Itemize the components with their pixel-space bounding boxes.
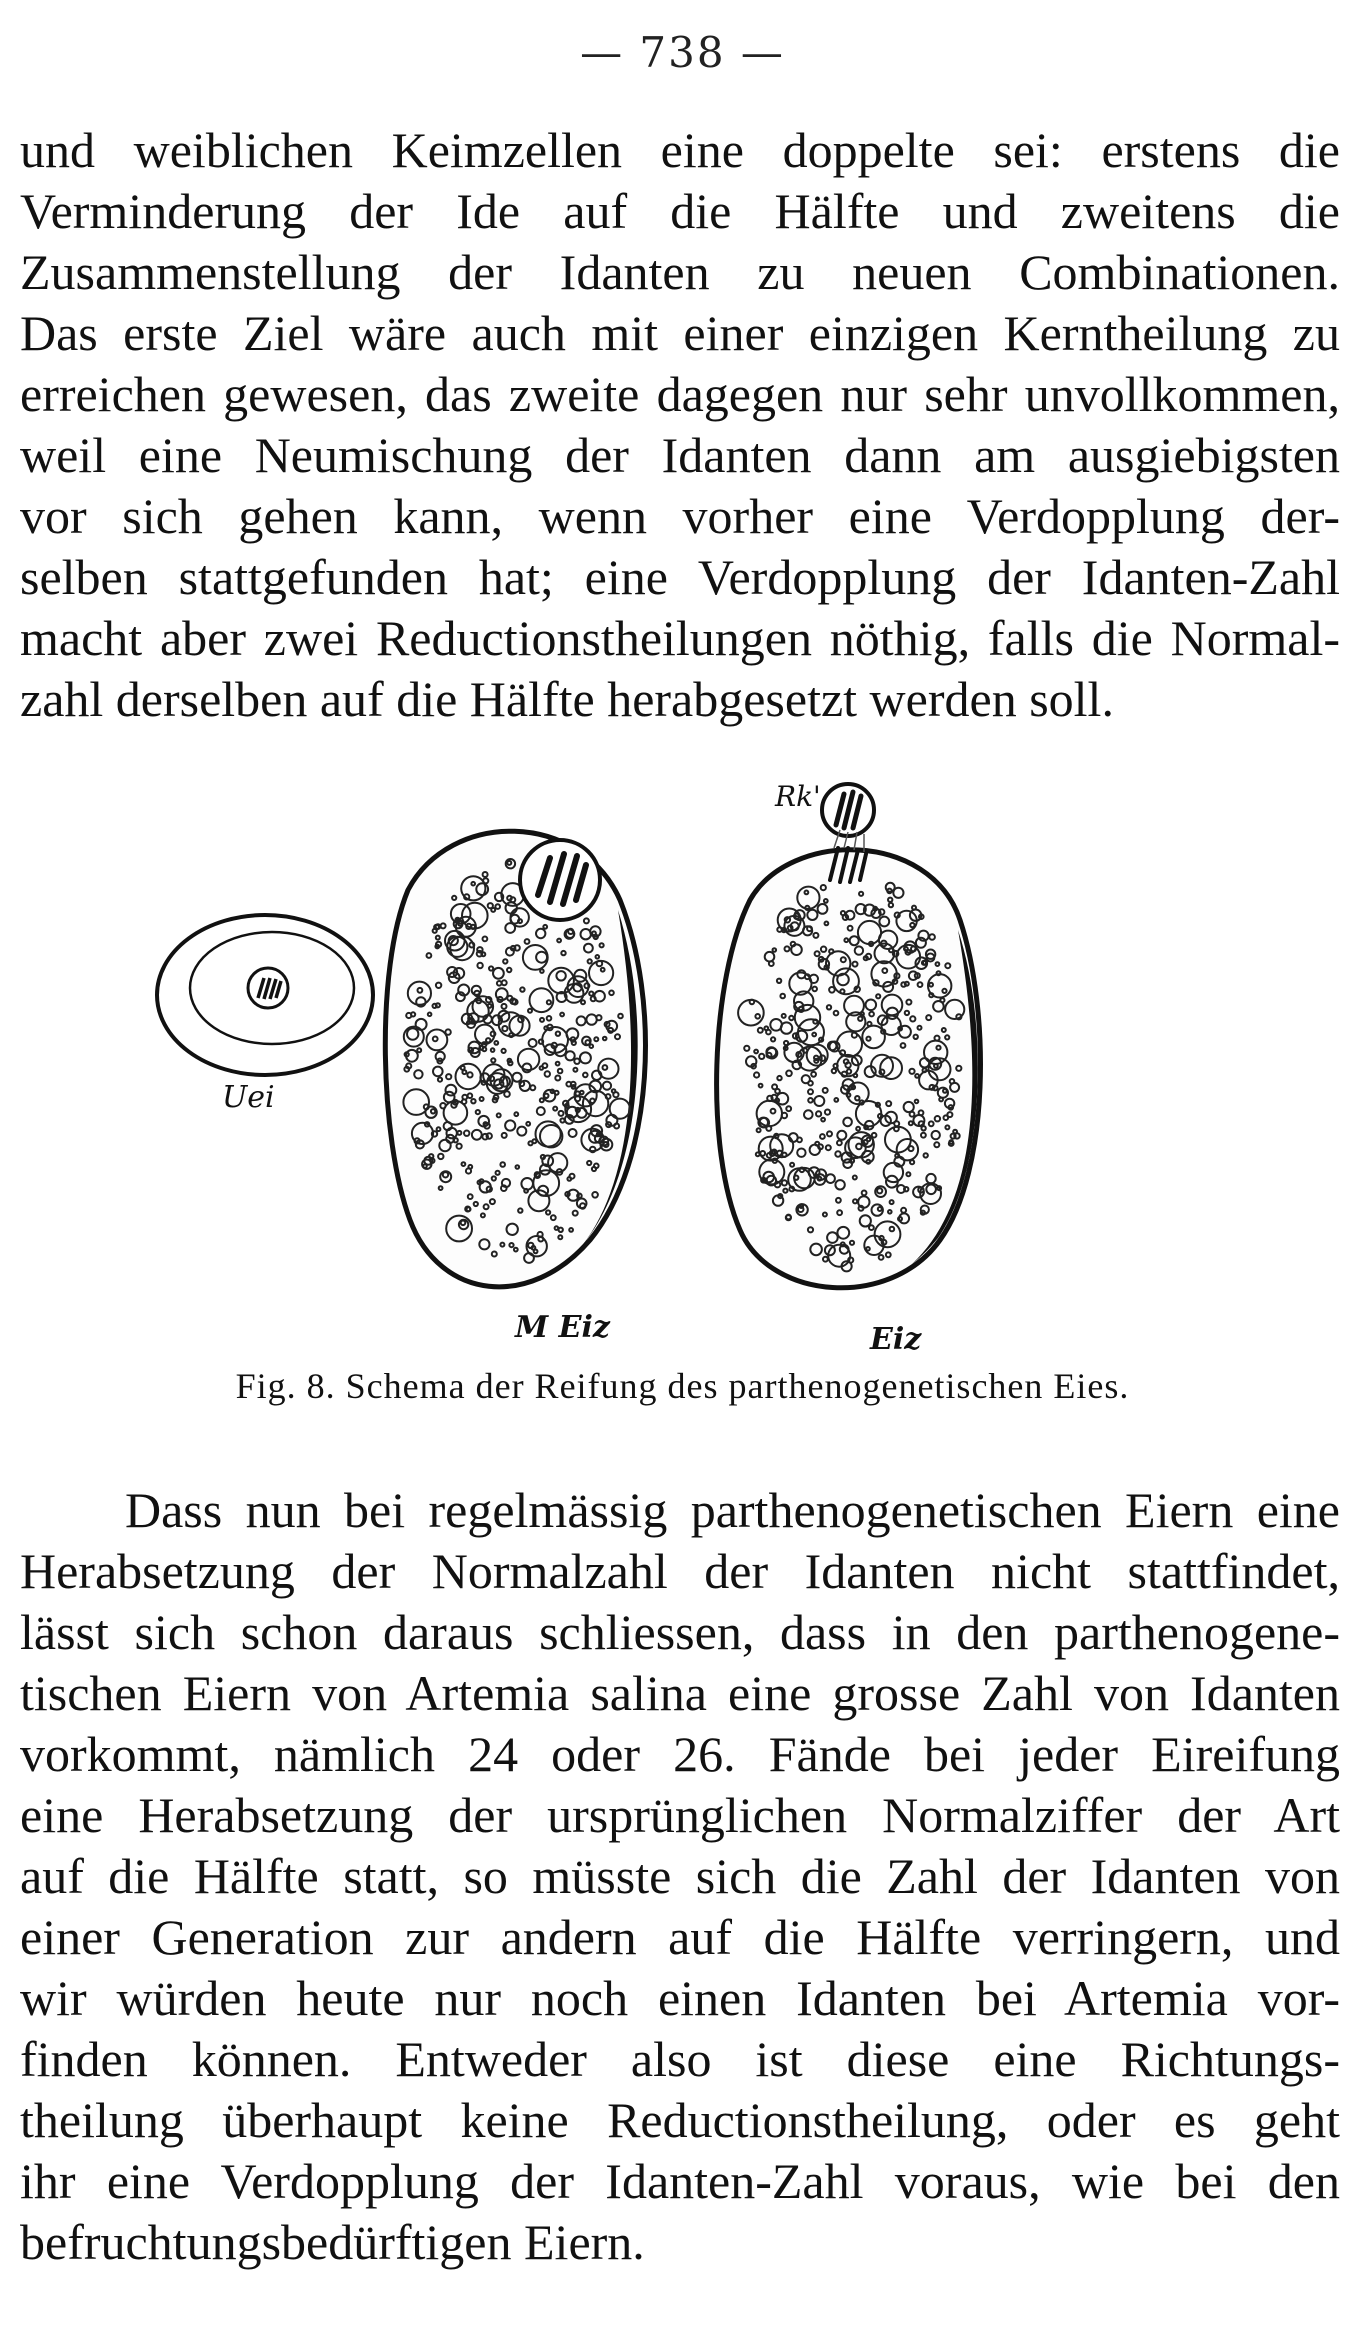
label-meiz: M Eiz [515,1310,610,1345]
text-line: ihr eine Verdopplung der Idanten-Zahl voraus, wie bei den [20,2153,1340,2209]
text-line: vorkommt, nämlich 24 oder 26. Fände bei jeder Eireifung [20,1726,1340,1782]
text-line: eine Herabsetzung der ursprünglichen Normalziffer der Art [20,1787,1340,1843]
text-line: wir würden heute nur noch einen Idanten bei Artemia vor- [20,1970,1340,2026]
text-line: zahl derselben auf die Hälfte herabgesetzt werden soll. [20,671,1114,727]
text-line: Zusammenstellung der Idanten zu neuen Combinationen. [20,244,1340,300]
figure-8 [150,770,1200,1357]
meiz-egg [385,831,645,1287]
text-line: Dass nun bei regelmässig parthenogenetischen Eiern eine [125,1482,1340,1538]
text-line: lässt sich schon daraus schliessen, dass in den parthenogene- [20,1604,1340,1660]
text-line: befruchtungsbedürftigen Eiern. [20,2214,645,2270]
text-line: Verminderung der Ide auf die Hälfte und zweitens die [20,183,1340,239]
text-line: finden können. Entweder also ist diese eine Richtungs- [20,2031,1340,2087]
paragraph-1 [20,120,1340,730]
text-line: Herabsetzung der Normalzahl der Idanten nicht stattfindet, [20,1543,1340,1599]
text-line: macht aber zwei Reductionstheilungen nöthig, falls die Normal- [20,610,1340,666]
page-number: — 738 — [580,28,785,77]
text-line: selben stattgefunden hat; eine Verdopplung der Idanten-Zahl [20,549,1340,605]
eiz-egg [717,784,981,1288]
uei-egg [157,915,373,1075]
label-rk: Rk' [775,780,821,813]
label-uei: Uei [222,1080,275,1115]
figure-illustration [150,770,1200,1330]
paragraph-2 [20,1480,1340,2273]
text-line: einer Generation zur andern auf die Hälfte verringern, und [20,1909,1340,1965]
text-line: Das erste Ziel wäre auch mit einer einzigen Kerntheilung zu [20,305,1340,361]
label-eiz: Eiz [870,1322,922,1357]
text-line: weil eine Neumischung der Idanten dann am ausgiebigsten [20,427,1340,483]
text-line: auf die Hälfte statt, so müsste sich die Zahl der Idanten von [20,1848,1340,1904]
figure-caption: Fig. 8. Schema der Reifung des parthenogenetischen Eies. [235,1366,1130,1406]
text-line: vor sich gehen kann, wenn vorher eine Verdopplung der- [20,488,1340,544]
text-line: erreichen gewesen, das zweite dagegen nur sehr unvollkommen, [20,366,1340,422]
text-line: theilung überhaupt keine Reductionstheilung, oder es geht [20,2092,1340,2148]
text-line: tischen Eiern von Artemia salina eine grosse Zahl von Idanten [20,1665,1340,1721]
text-line: und weiblichen Keimzellen eine doppelte sei: erstens die [20,122,1340,178]
